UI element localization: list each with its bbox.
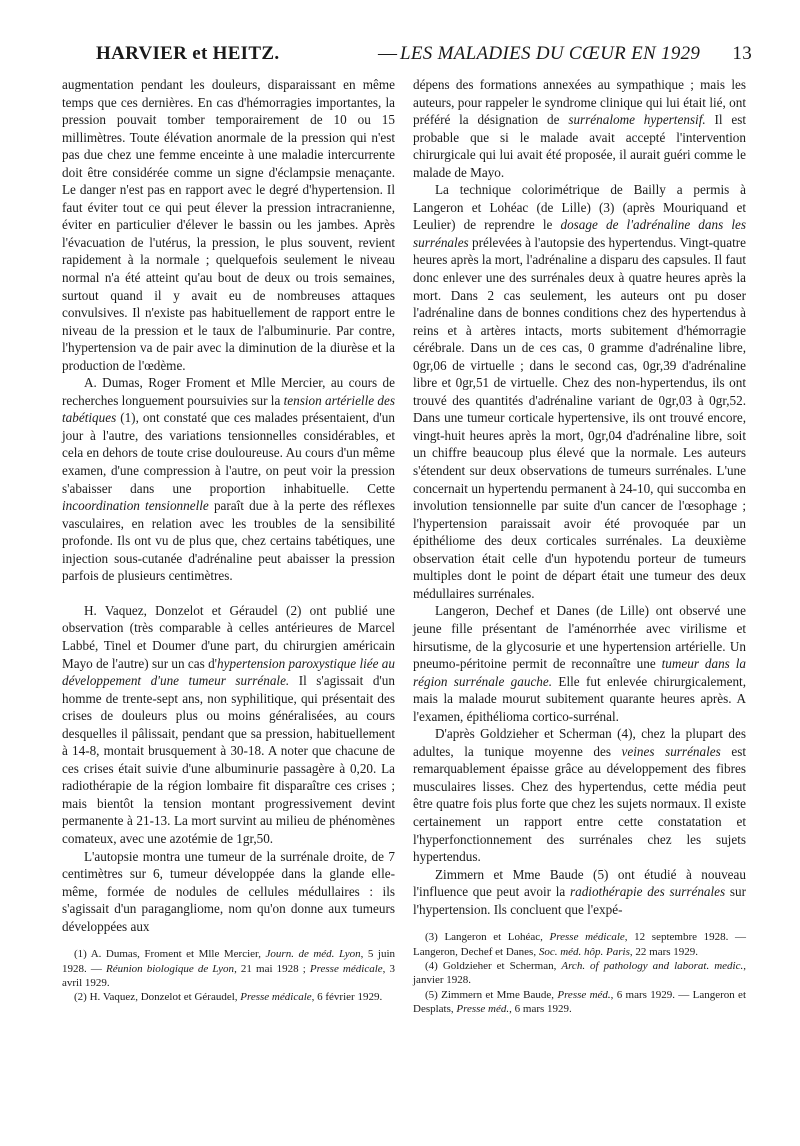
footnotes-right: [413, 930, 746, 1016]
paragraph-langeron-case: Langeron, Dechef et Danes (de Lille) ont observé une jeune fille présentant de l'aménorrhée avec virilisme et hirsutisme, de la glycosurie et une hypertension artérielle. Un pneumo-péritoine permit de reconnaître une tumeur dans la région surrénale gauche. Elle fut enlevée chirurgicalement, mais la malade mourut subitement quarante heures après. A l'examen, épithélioma cortico-surrénal.: [413, 603, 747, 724]
header-dash: —: [378, 43, 398, 64]
footnotes-left: [62, 947, 395, 1005]
paragraph-surrenalome: dépens des formations annexées au sympathique ; mais les auteurs, pour rappeler le syndrome clinique qui lui était lié, ont préféré la désignation de surrénalome hypertensif. Il est probable que si le malade avait accepté l'intervention chirurgicale qui lui avait été proposée, il aurait guéri comme le malade de Mayo.: [413, 77, 746, 180]
paragraph-tabetic-tension: A. Dumas, Roger Froment et Mlle Mercier, au cours de recherches longuement poursuivies sur la tension artérielle des tabétiques (1), ont constaté que ces malades présentaient, d'un jour à l'autre, des variations tensionnelles considérables, et cela en dehors de toute crise douloureuse. Au cours d'un même examen, d'une compression à l'autre, on peut voir la pression s'abaisser dans une proportion inhabituelle. Cette incoordination tensionnelle paraît due à la perte des réflexes vasculaires, en relation avec les troubles de la sensibilité profonde. Ils ont vu de plus que, chez certains tabétiques, une injection sous-cutanée d'adrénaline peut abaisser la pression parfois de plusieurs centimètres.: [62, 375, 396, 584]
footnote-3: (3) Langeron et Lohéac, Presse médicale, 12 septembre 1928. — Langeron, Dechef et Danes, Soc. méd. hôp. Paris, 22 mars 1929.: [413, 931, 747, 958]
right-column: [413, 76, 746, 1017]
footnote-5: (5) Zimmern et Mme Baude, Presse méd., 6 mars 1929. — Langeron et Desplats, Presse méd., 6 mars 1929.: [413, 988, 746, 1016]
paragraph-vaquez-observation: H. Vaquez, Donzelot et Géraudel (2) ont publié une observation (très comparable à celles antérieures de Marcel Labbé, Tinel et Doumer d'une part, du chirurgien américain Mayo de l'autre) sur un cas d'hypertension paroxystique liée au développement d'une tumeur surrénale. Il s'agissait d'un homme de trente-sept ans, non syphilitique, qui présentait des crises de douleurs plus ou moins généralisées, au cours desquelles il pâlissait, pendant que sa pression, habituellement à 14-8, montait brusquement à 30-18. A noter que chacune de ces crises était suivie d'une albuminurie passagère à 0,20. La radiothérapie de la région lombaire fit disparaître ces crises ; mais bientôt la tension montant progressivement devint permanente à 21-13. La mort survint au milieu de phénomènes comateux, avec une azotémie de 1gr,50.: [62, 602, 395, 846]
footnote-1: (1) A. Dumas, Froment et Mlle Mercier, Journ. de méd. Lyon, 5 juin 1928. — Réunion biologique de Lyon, 21 mai 1928 ; Presse médicale, 3 avril 1929.: [62, 948, 396, 990]
paragraph-eclampsia: augmentation pendant les douleurs, disparaissant en même temps que ces dernières. En cas d'hémorragies importantes, la pression pouvait tomber temporairement de 10 ou 15 millimètres. Toute élévation anormale de la pression qui n'est pas due chez une femme enceinte à une maladie intercurrente doit être considérée comme un signe d'éclampsie menaçante. Le danger n'est pas en rapport avec le degré d'hypertension. Il faut éviter tout ce qui peut élever la pression intracranienne, éviter en particulier d'élever le bassin ou les jambes. Après l'évacuation de l'utérus, la pression, le plus souvent, revient rapidement à la normale ; quelquefois seulement le niveau normal n'a été atteint qu'au bout de deux ou trois semaines, surtout quand il y avait eu de nombreuses attaques convulsives. Il n'existe pas habituellement de rapport entre le niveau de la pression et le taux de l'albuminurie. Par contre, l'hypertension va de pair avec la diminution de la diurèse et la production de l'œdème.: [62, 77, 395, 373]
page-number: 13: [732, 43, 752, 64]
page-header: [62, 36, 758, 72]
left-column: [62, 76, 395, 1005]
running-title: LES MALADIES DU CŒUR EN 1929: [400, 43, 701, 64]
paragraph-goldzieher: D'après Goldzieher et Scherman (4), chez la plupart des adultes, la tunique moyenne des veines surrénales est remarquablement épaisse grâce au développement des fibres musculaires lisses. Chez des hypertendus, cette média peut être quatre fois plus forte que chez les sujets normaux. Il existe certainement un rapport entre cette constatation et l'hyperfonctionnement des surrénales chez les sujets hypertendus.: [413, 726, 746, 865]
paragraph-zimmern: Zimmern et Mme Baude (5) ont étudié à nouveau l'influence que peut avoir la radiothérapie des surrénales sur l'hypertension. Ils concluent que l'expé-: [413, 866, 746, 917]
paragraph-adrenaline-dosage: La technique colorimétrique de Bailly a permis à Langeron et Lohéac (de Lille) (3) (après Mouriquand et Leulier) de reprendre le dosage de l'adrénaline dans les surrénales prélevées à l'autopsie des hypertendus. Vingt-quatre heures après la mort, l'adrénaline a disparu des capsules. Il faut donc enlever une des surrénales deux à quatre heures après la mort. Dans 2 cas seulement, les auteurs ont pu doser l'adrénaline dans de bonnes conditions chez des hypertendus à reins et à artères intacts, morts subitement d'hémorragie cérébrale. Dans un de ces cas, 0 gramme d'adrénaline libre, 0gr,06 de virtuelle ; dans le second cas, 0gr,39 d'adrénaline libre et 0gr,51 de virtuelle. Chez des non-hypertendus, ils ont trouvé des quantités d'adrénaline variant de 0gr,03 à 0gr,52. Dans une tumeur corticale hypertensive, ils ont trouvé encore, vingt-huit heures après la mort, 0gr,04 d'adrénaline libre, soit un chiffre beaucoup plus élevé que la normale. Les auteurs s'étendent sur deux observations de tumeurs surrénales. L'une concernait un hypertendu permanent à 24-10, qui succomba en involution tensionnelle par suite d'un cancer de l'œsophage ; l'hypertension paraissait avoir été provoquée par un épithéliome des deux corticales surrénales. La deuxième observation était celle d'un hypotendu porteur de tumeurs multiples dont le point de départ était une tumeur des deux médullaires surrénales.: [413, 182, 746, 601]
footnote-4: (4) Goldzieher et Scherman, Arch. of pathology and laborat. medic., janvier 1928.: [413, 960, 746, 987]
footnote-2: (2) H. Vaquez, Donzelot et Géraudel, Presse médicale, 6 février 1929.: [74, 991, 383, 1004]
paragraph-autopsy: L'autopsie montra une tumeur de la surrénale droite, de 7 centimètres sur 6, tumeur développée dans la glande elle-même, formée de nodules de cellules médullaires : ils s'agissait d'un paragangliome, nom qu'on donne aux tumeurs développées aux: [62, 848, 395, 934]
running-authors: HARVIER et HEITZ.: [96, 43, 280, 64]
